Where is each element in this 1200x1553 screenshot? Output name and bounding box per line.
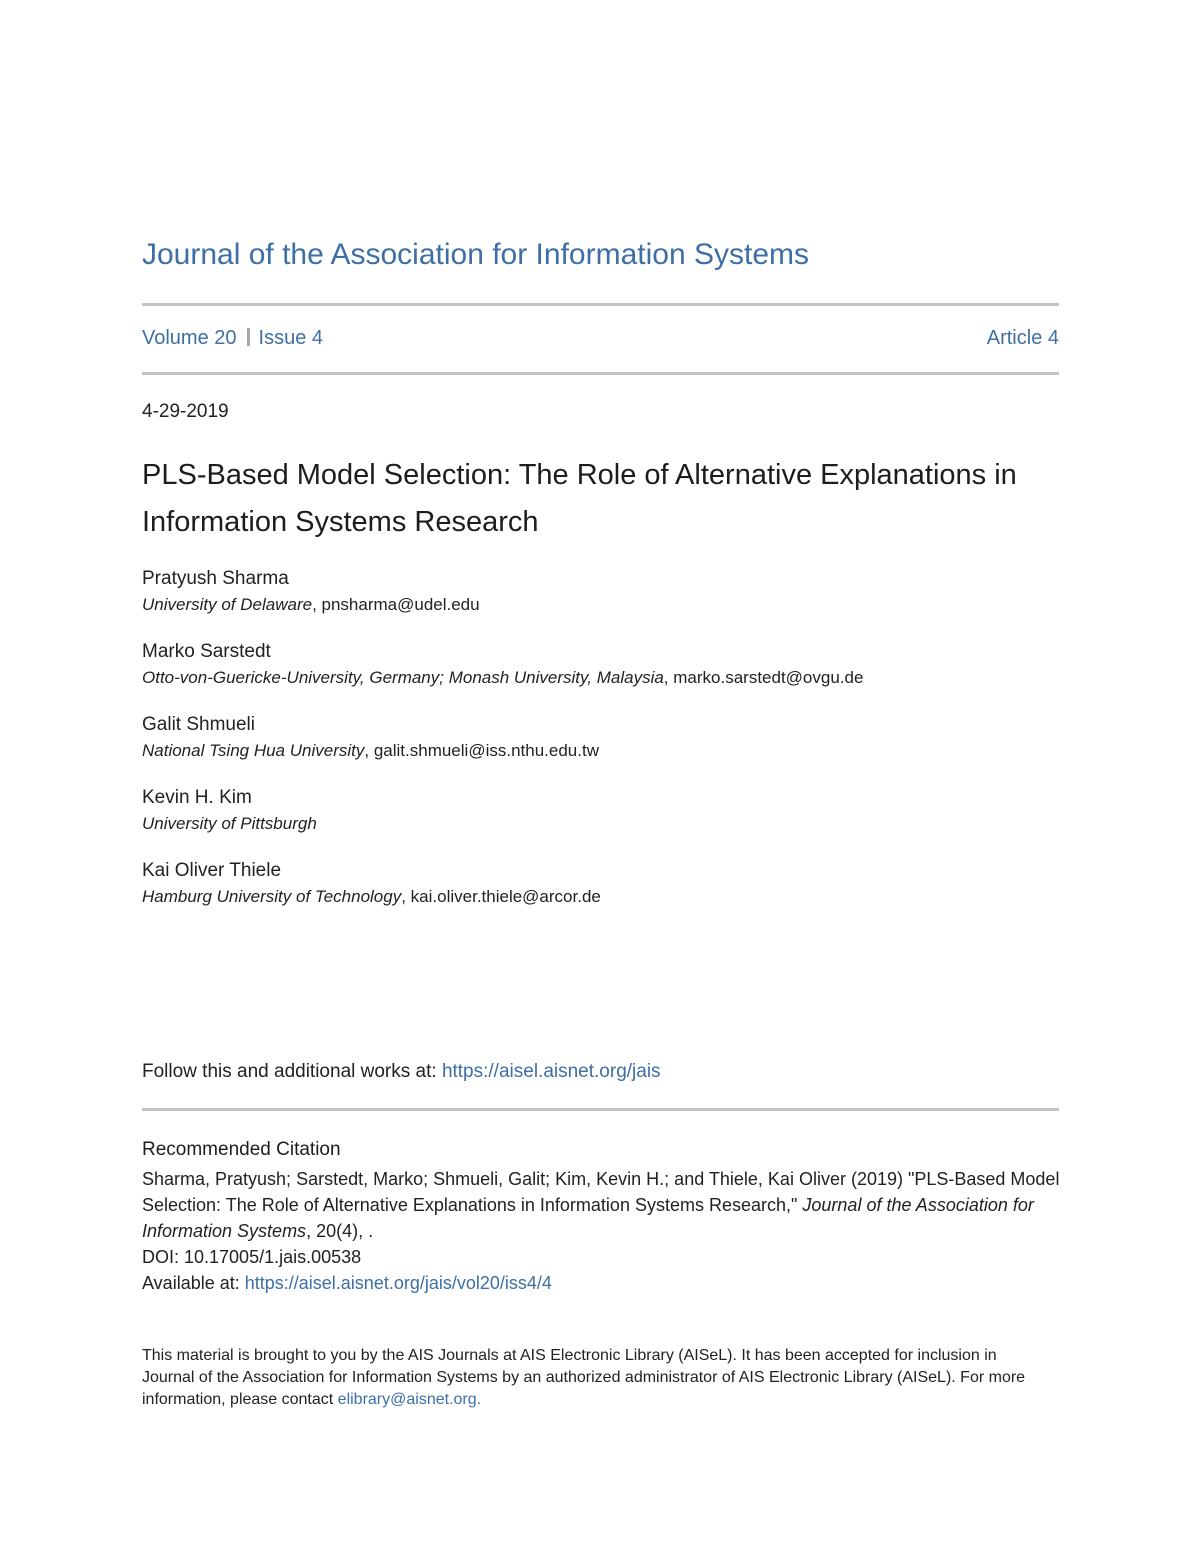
author-block [142,713,1072,763]
citation-doi: DOI: 10.17005/1.jais.00538 [142,1247,362,1267]
volume-link[interactable]: Volume 20 [142,327,237,349]
paper-title: PLS-Based Model Selection: The Role of Alternative Explanations in Information Systems Research [142,459,1017,538]
affiliation-name: University of Delaware [142,595,313,614]
citation-heading: Recommended Citation [142,1139,341,1160]
journal-title[interactable]: Journal of the Association for Information Systems [142,238,809,271]
divider-top [142,303,1059,306]
footer-note [142,1345,1042,1411]
issue-link[interactable]: Issue 4 [258,327,323,349]
author-name: Kevin H. Kim [142,787,252,808]
citation-journal: Journal of the Association for Information Systems [142,1195,1034,1241]
author-affiliation: Otto-von-Guericke-University, Germany; Monash University, Malaysia, marko.sarstedt@ovgu.de [142,668,864,687]
citation-body [142,1166,1067,1296]
author-email[interactable]: marko.sarstedt@ovgu.de [673,668,864,687]
author-affiliation [142,812,1072,836]
footer-text: This material is brought to you by the AIS Journals at AIS Electronic Library (AISeL). It has been accepted for inclusion in Journal of the Association for Information Systems by an authorized administrator of AIS Electronic Library (AISeL). For more information, please contact [142,1347,1026,1408]
issue-info [142,327,1059,350]
author-email[interactable]: pnsharma@udel.edu [321,595,480,614]
author-email[interactable]: galit.shmueli@iss.nthu.edu.tw [373,741,599,760]
author-affiliation: Hamburg University of Technology, kai.oliver.thiele@arcor.de [142,887,601,906]
author-email[interactable]: kai.oliver.thiele@arcor.de [410,887,601,906]
author-affiliation: National Tsing Hua University, galit.shmueli@iss.nthu.edu.tw [142,741,599,760]
follow-url-link[interactable]: https://aisel.aisnet.org/jais [441,1061,661,1082]
author-name: Marko Sarstedt [142,641,271,662]
author-name: Pratyush Sharma [142,568,289,589]
follow-text: Follow this and additional works at: [142,1061,442,1082]
author-affiliation: University of Delaware, pnsharma@udel.edu [142,595,480,614]
citation-text: Sharma, Pratyush; Sarstedt, Marko; Shmueli, Galit; Kim, Kevin H.; and Thiele, Kai Oliver (2019) "PLS-Based Model Selection: The Role of Alternative Explanations in Information Systems Research," [142,1169,1060,1215]
affiliation-name: University of Pittsburgh [142,814,317,833]
affiliation-name: Hamburg University of Technology [142,887,402,906]
article-link[interactable]: Article 4 [986,327,1059,349]
follow-line [142,1061,661,1083]
author-block [142,859,1072,909]
author-block [142,640,1072,690]
contact-email-link[interactable]: elibrary@aisnet.org. [337,1391,482,1408]
author-name: Kai Oliver Thiele [142,860,282,881]
affiliation-name: Otto-von-Guericke-University, Germany; Monash University, Malaysia [142,668,664,687]
author-block [142,567,1072,617]
author-block [142,786,1072,836]
divider-follow [142,1108,1059,1111]
publication-date: 4-29-2019 [142,401,229,422]
citation-volume-issue: , 20(4), . [306,1221,374,1241]
volume-issue-separator [247,328,250,346]
divider-issue [142,372,1059,375]
available-label: Available at: [142,1273,245,1293]
available-url-link[interactable]: https://aisel.aisnet.org/jais/vol20/iss4/4 [244,1273,552,1293]
author-name: Galit Shmueli [142,714,255,735]
affiliation-name: National Tsing Hua University [142,741,365,760]
